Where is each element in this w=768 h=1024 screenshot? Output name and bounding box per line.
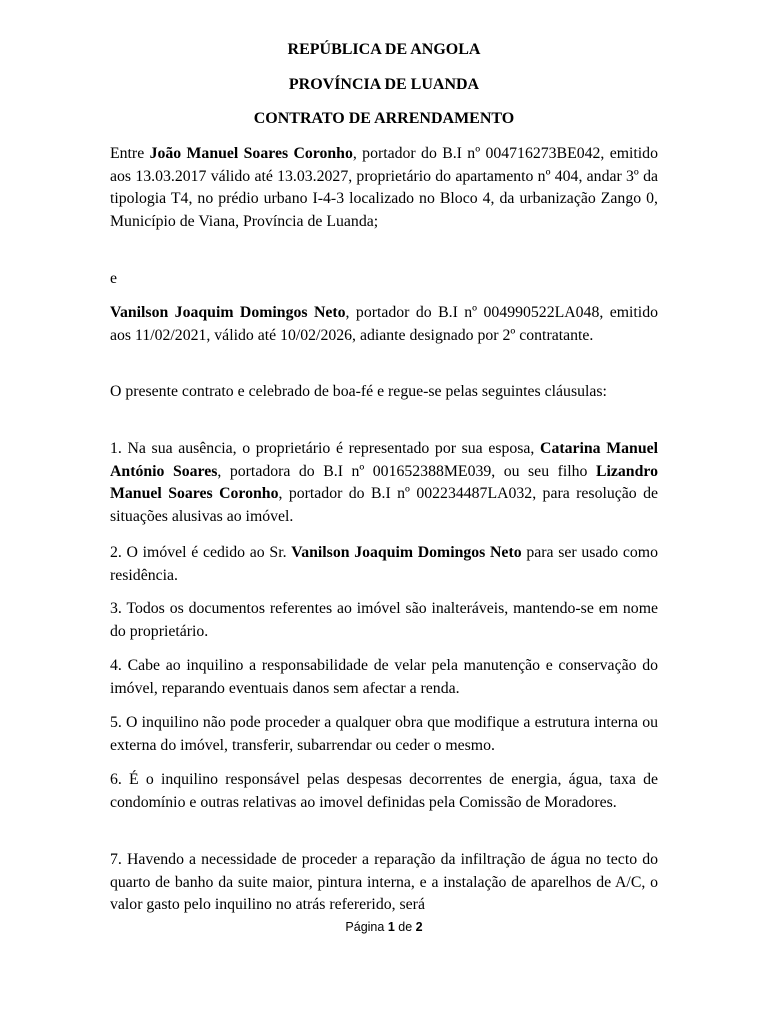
clause-2-text-b: para ser usado como residência. (110, 544, 658, 584)
footer-separator: de (394, 920, 416, 934)
party2-details: , portador do B.I nº 004990522LA048, emitido aos 11/02/2021, válido até 10/02/2026, adiante designado por 2º contratante. (110, 304, 658, 344)
header-province: PROVÍNCIA DE LUANDA (288, 76, 480, 93)
conjunction-text: e (110, 270, 118, 287)
clause-7: 7. Havendo a necessidade de proceder a reparação da infiltração de água no tecto do quarto de banho da suite maior, pintura interna, e a instalação de aparelhos de A/C, o valor gasto pelo inquilino no atrás refererido, será (110, 851, 658, 914)
party1-details: , portador do B.I nº 004716273BE042, emitido aos 13.03.2017 válido até 13.03.2027, proprietário do apartamento nº 404, andar 3º da tipologia T4, no prédio urbano I-4-3 localizado no Bloco 4, da urbanização Zango 0, Município de Viana, Província de Luanda; (110, 145, 658, 230)
footer-total-pages: 2 (415, 920, 423, 934)
clause-5: 5. O inquilino não pode proceder a qualquer obra que modifique a estrutura interna ou externa do imóvel, transferir, subarrendar ou ceder o mesmo. (110, 714, 658, 754)
clause-2 (110, 542, 658, 587)
clause-1 (110, 438, 658, 528)
footer-current-page: 1 (387, 920, 395, 934)
party1-prefix: Entre (110, 145, 150, 162)
clause-2-name: Vanilson Joaquim Domingos Neto (291, 544, 522, 561)
clause-4: 4. Cabe ao inquilino a responsabilidade de velar pela manutenção e conservação do imóvel, reparando eventuais danos sem afectar a renda. (110, 657, 658, 697)
page-number-footer (0, 918, 768, 936)
clause-1-name-1: Catarina Manuel António Soares (110, 440, 658, 480)
clause-1-text-c: , portador do B.I nº 002234487LA032, para resolução de situações alusivas ao imóvel. (110, 485, 659, 525)
intro-paragraph: O presente contrato e celebrado de boa-fé e regue-se pelas seguintes cláusulas: (110, 383, 607, 400)
clause-3: 3. Todos os documentos referentes ao imóvel são inalteráveis, mantendo-se em nome do proprietário. (110, 600, 658, 640)
clause-2-text-a: 2. O imóvel é cedido ao Sr. (110, 544, 292, 561)
contract-title: CONTRATO DE ARRENDAMENTO (253, 110, 515, 127)
party1-paragraph (110, 143, 658, 233)
header-country: REPÚBLICA DE ANGOLA (287, 41, 481, 58)
footer-label: Página (345, 920, 388, 934)
clause-1-name-2: Lizandro Manuel Soares Coronho (110, 462, 658, 503)
party2-name: Vanilson Joaquim Domingos Neto (110, 304, 346, 321)
clause-1-text-a: 1. Na sua ausência, o proprietário é representado por sua esposa, (110, 440, 541, 457)
clause-6: 6. É o inquilino responsável pelas despesas decorrentes de energia, água, taxa de condomínio e outras relativas ao imovel definidas pela Comissão de Moradores. (110, 771, 658, 811)
party1-name: João Manuel Soares Coronho (149, 145, 353, 162)
clause-1-text-b: , portadora do B.I nº 001652388ME039, ou seu filho (217, 462, 596, 480)
party2-paragraph (110, 302, 658, 347)
